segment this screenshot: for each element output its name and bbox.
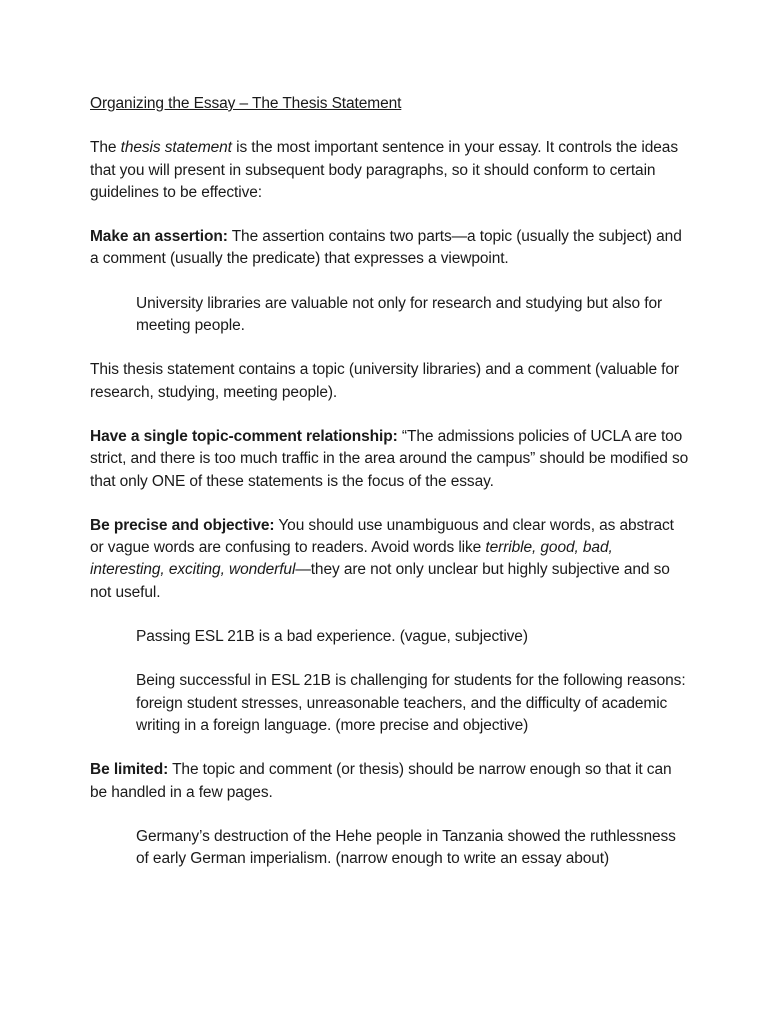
precise-heading: Be precise and objective: <box>90 516 275 534</box>
assertion-paragraph <box>90 226 690 271</box>
single-heading: Have a single topic-comment relationship: <box>90 427 398 445</box>
precise-example-objective: Being successful in ESL 21B is challenging for students for the following reasons: foreign student stresses, unreasonable teachers, and the difficulty of academic writing in a foreign language. (more precise and objective) <box>136 672 686 734</box>
assertion-example: University libraries are valuable not only for research and studying but also for meeting people. <box>136 294 663 335</box>
precise-example-vague: Passing ESL 21B is a bad experience. (vague, subjective) <box>136 628 528 646</box>
intro-text-end: is the most important sentence in your essay. It controls the ideas that you will present in subsequent body paragraphs, so it should conform to certain guidelines to be effective: <box>90 139 678 201</box>
assertion-explanation: This thesis statement contains a topic (university libraries) and a comment (valuable for research, studying, meeting people). <box>90 361 679 401</box>
limited-paragraph <box>90 759 690 804</box>
document-page <box>90 93 690 892</box>
single-text: “The admissions policies of UCLA are too strict, and there is too much traffic in the area around the campus” should be modified so that only ONE of these statements is the focus of the essay. <box>90 427 689 490</box>
intro-term: thesis statement <box>120 139 232 157</box>
page-title: Organizing the Essay – The Thesis Statement <box>90 95 402 112</box>
precise-words: terrible, good, bad, interesting, exciting, wonderful <box>90 539 613 579</box>
single-paragraph <box>90 426 690 493</box>
precise-text-start: You should use unambiguous and clear words, as abstract or vague words are confusing to readers. Avoid words like <box>90 516 674 557</box>
limited-heading: Be limited: <box>90 761 169 779</box>
limited-text: The topic and comment (or thesis) should be narrow enough so that it can be handled in a few pages. <box>90 761 672 801</box>
precise-text-end: —they are not only unclear but highly subjective and so not useful. <box>90 561 670 601</box>
precise-paragraph <box>90 515 690 604</box>
assertion-heading: Make an assertion: <box>90 228 228 246</box>
assertion-text: The assertion contains two parts—a topic (usually the subject) and a comment (usually the predicate) that expresses a viewpoint. <box>90 228 682 268</box>
intro-text-start: The <box>90 139 121 157</box>
intro-paragraph <box>90 137 690 204</box>
limited-example: Germany’s destruction of the Hehe people in Tanzania showed the ruthlessness of early German imperialism. (narrow enough to write an essay about) <box>136 827 676 868</box>
